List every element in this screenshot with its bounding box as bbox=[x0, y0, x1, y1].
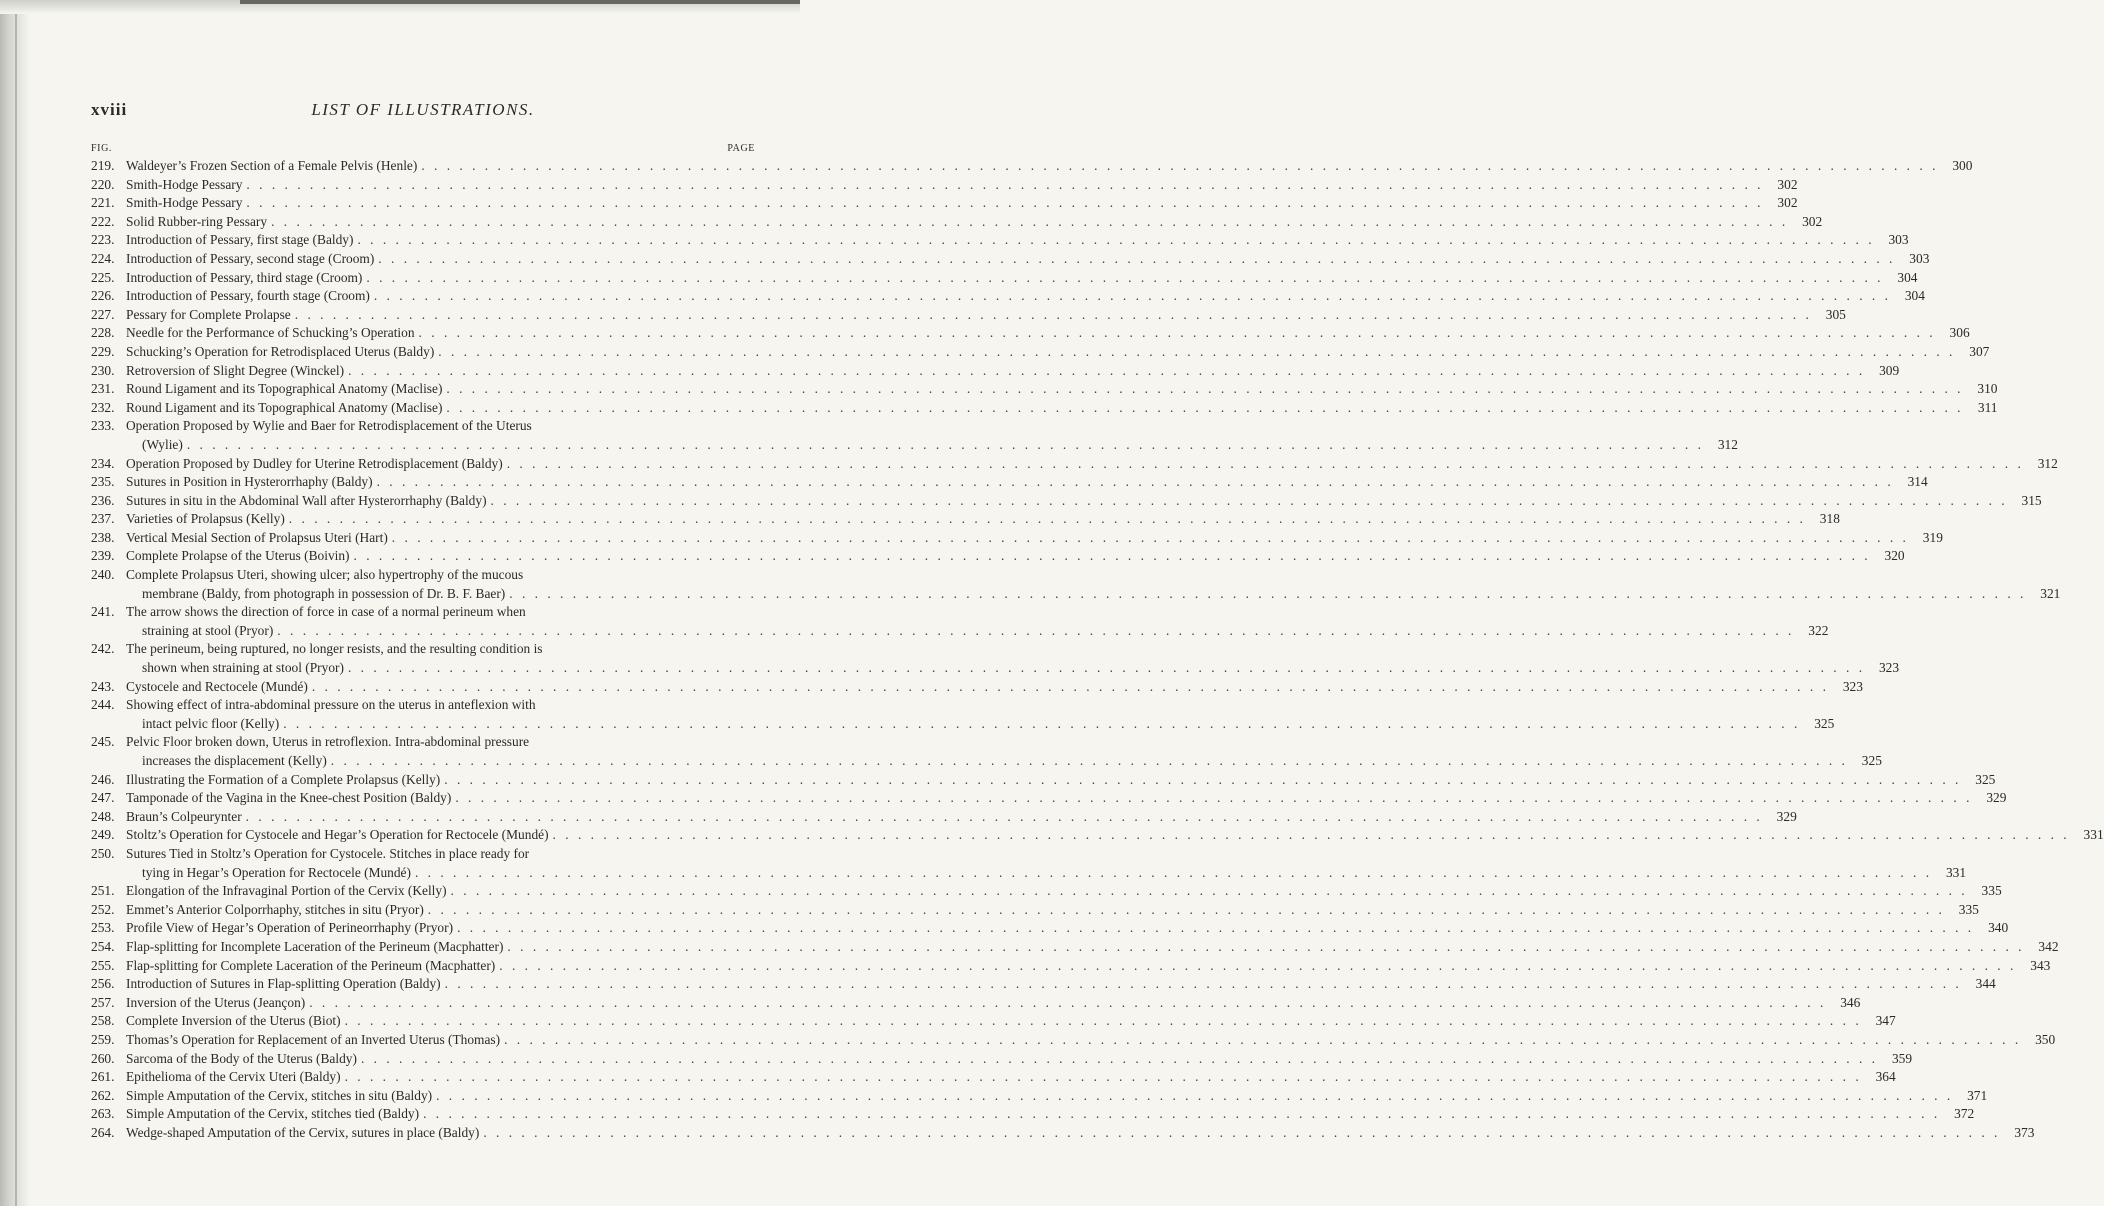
entry-line bbox=[126, 231, 1909, 250]
figure-number: 248. bbox=[91, 808, 115, 824]
list-item bbox=[91, 492, 2042, 511]
entry-line bbox=[142, 622, 1829, 641]
entry-title: Emmet’s Anterior Colporrhaphy, stitches in situ (Pryor) bbox=[126, 901, 424, 917]
entry-line bbox=[126, 213, 1823, 232]
entry-title: membrane (Baldy, from photograph in possession of Dr. B. F. Baer) bbox=[142, 585, 506, 601]
figure-number: 241. bbox=[91, 604, 115, 620]
list-item bbox=[91, 324, 1970, 343]
entry-title: shown when straining at stool (Pryor) bbox=[142, 660, 344, 676]
entry-line bbox=[126, 176, 1798, 195]
page-reference: 302 bbox=[1802, 213, 1823, 229]
fig-column-heading: FIG. bbox=[91, 143, 113, 154]
list-item bbox=[91, 380, 1998, 399]
entry-title: Needle for the Performance of Schucking’s Operation bbox=[126, 325, 415, 341]
list-item bbox=[91, 157, 1973, 176]
dot-leader: . . . . . . . . . . . . . . . . . . . . . . . . . . . . . . . . . . . . . . . . . . . . . . . . . . . . . . . . . . . . . . . . . . . . . . . . . . . . . . . . . . . . . . . . . . . . . . . . . . . . . . . . . . . . . . . . . . . . . . . . bbox=[490, 492, 2008, 508]
entry-title: Sutures in Position in Hysterorrhaphy (Baldy) bbox=[126, 474, 373, 490]
list-item bbox=[91, 306, 1846, 325]
entry-line bbox=[126, 1105, 1975, 1124]
list-item bbox=[91, 603, 1829, 640]
list-item bbox=[91, 231, 1909, 250]
dot-leader: . . . . . . . . . . . . . . . . . . . . . . . . . . . . . . . . . . . . . . . . . . . . . . . . . . . . . . . . . . . . . . . . . . . . . . . . . . . . . . . . . . . . . . . . . . . . . . . . . . . . . . . . . . . . . . . . . . . . . . . . bbox=[344, 1013, 1862, 1029]
entry-line bbox=[126, 194, 1798, 213]
dot-leader: . . . . . . . . . . . . . . . . . . . . . . . . . . . . . . . . . . . . . . . . . . . . . . . . . . . . . . . . . . . . . . . . . . . . . . . . . . . . . . . . . . . . . . . . . . . . . . . . . . . . . . . . . . . . . . . . . . . . . . . . bbox=[311, 678, 1829, 694]
figure-number: 262. bbox=[91, 1087, 115, 1103]
figure-number: 227. bbox=[91, 306, 115, 322]
page-reference: 314 bbox=[1907, 474, 1928, 490]
figure-number: 246. bbox=[91, 771, 115, 787]
dot-leader: . . . . . . . . . . . . . . . . . . . . . . . . . . . . . . . . . . . . . . . . . . . . . . . . . . . . . . . . . . . . . . . . . . . . . . . . . . . . . . . . . . . . . . . . . . . . . . . . . . . . . . . . . . . . . . . . . . . . . . . . bbox=[421, 158, 1939, 173]
entry-title: The arrow shows the direction of force in case of a normal perineum when bbox=[126, 604, 526, 620]
entry-line bbox=[126, 1087, 1988, 1106]
figure-number: 219. bbox=[91, 158, 115, 173]
figure-number: 235. bbox=[91, 474, 115, 490]
figure-number: 223. bbox=[91, 232, 115, 248]
dot-leader: . . . . . . . . . . . . . . . . . . . . . . . . . . . . . . . . . . . . . . . . . . . . . . . . . . . . . . . . . . . . . . . . . . . . . . . . . . . . . . . . . . . . . . . . . . . . . . . . . . . . . . . . . . . . . . . . . . . . . . . . bbox=[348, 362, 1866, 378]
figure-number: 264. bbox=[91, 1124, 115, 1140]
dot-leader: . . . . . . . . . . . . . . . . . . . . . . . . . . . . . . . . . . . . . . . . . . . . . . . . . . . . . . . . . . . . . . . . . . . . . . . . . . . . . . . . . . . . . . . . . . . . . . . . . . . . . . . . . . . . . . . . . . . . . . . . bbox=[357, 232, 1875, 248]
dot-leader: . . . . . . . . . . . . . . . . . . . . . . . . . . . . . . . . . . . . . . . . . . . . . . . . . . . . . . . . . . . . . . . . . . . . . . . . . . . . . . . . . . . . . . . . . . . . . . . . . . . . . . . . . . . . . . . . . . . . . . . . bbox=[277, 622, 1795, 638]
entry-title: Round Ligament and its Topographical Anatomy (Maclise) bbox=[126, 399, 443, 415]
list-item bbox=[91, 826, 2104, 845]
entry-line bbox=[126, 826, 2104, 845]
entry-line bbox=[126, 640, 755, 659]
entry-line bbox=[126, 510, 1840, 529]
page-reference: 359 bbox=[1891, 1050, 1913, 1066]
figure-number: 260. bbox=[91, 1050, 115, 1066]
list-item bbox=[91, 194, 1798, 213]
dot-leader: . . . . . . . . . . . . . . . . . . . . . . . . . . . . . . . . . . . . . . . . . . . . . . . . . . . . . . . . . . . . . . . . . . . . . . . . . . . . . . . . . . . . . . . . . . . . . . . . . . . . . . . . . . . . . . . . . . . . . . . . bbox=[450, 883, 1968, 899]
list-item bbox=[91, 919, 2009, 938]
entry-title: Braun’s Colpeurynter bbox=[126, 808, 242, 824]
top-rule bbox=[240, 0, 800, 4]
entry-title: Thomas’s Operation for Replacement of an Inverted Uterus (Thomas) bbox=[126, 1031, 501, 1047]
dot-leader: . . . . . . . . . . . . . . . . . . . . . . . . . . . . . . . . . . . . . . . . . . . . . . . . . . . . . . . . . . . . . . . . . . . . . . . . . . . . . . . . . . . . . . . . . . . . . . . . . . . . . . . . . . . . . . . . . . . . . . . . bbox=[245, 808, 1763, 824]
entry-title: Flap-splitting for Complete Laceration of the Perineum (Macphatter) bbox=[126, 957, 496, 973]
entry-line bbox=[126, 399, 1998, 418]
dot-leader: . . . . . . . . . . . . . . . . . . . . . . . . . . . . . . . . . . . . . . . . . . . . . . . . . . . . . . . . . . . . . . . . . . . . . . . . . . . . . . . . . . . . . . . . . . . . . . . . . . . . . . . . . . . . . . . . . . . . . . . . bbox=[309, 994, 1827, 1010]
page-reference: 307 bbox=[1969, 343, 1990, 359]
entry-line bbox=[126, 603, 755, 622]
dot-leader: . . . . . . . . . . . . . . . . . . . . . . . . . . . . . . . . . . . . . . . . . . . . . . . . . . . . . . . . . . . . . . . . . . . . . . . . . . . . . . . . . . . . . . . . . . . . . . . . . . . . . . . . . . . . . . . . . . . . . . . . bbox=[391, 529, 1909, 545]
page-reference: 302 bbox=[1777, 195, 1798, 211]
entry-line bbox=[126, 455, 2058, 474]
list-item bbox=[91, 176, 1798, 195]
page-reference: 319 bbox=[1922, 529, 1943, 545]
figure-number: 230. bbox=[91, 362, 115, 378]
page-reference: 331 bbox=[2083, 827, 2104, 843]
figure-number: 243. bbox=[91, 678, 115, 694]
page-header bbox=[91, 100, 755, 124]
entry-title: Inversion of the Uterus (Jeançon) bbox=[126, 994, 306, 1010]
column-headings bbox=[91, 143, 755, 157]
dot-leader: . . . . . . . . . . . . . . . . . . . . . . . . . . . . . . . . . . . . . . . . . . . . . . . . . . . . . . . . . . . . . . . . . . . . . . . . . . . . . . . . . . . . . . . . . . . . . . . . . . . . . . . . . . . . . . . . . . . . . . . . bbox=[418, 325, 1936, 341]
entry-title: Cystocele and Rectocele (Mundé) bbox=[126, 678, 308, 694]
list-item bbox=[91, 957, 2051, 976]
page-reference: 329 bbox=[1986, 790, 2007, 806]
entry-line bbox=[126, 957, 2051, 976]
entry-title: Smith-Hodge Pessary bbox=[126, 195, 243, 211]
entry-title: Schucking’s Operation for Retrodisplaced Uterus (Baldy) bbox=[126, 343, 435, 359]
entry-line bbox=[126, 529, 1943, 548]
dot-leader: . . . . . . . . . . . . . . . . . . . . . . . . . . . . . . . . . . . . . . . . . . . . . . . . . . . . . . . . . . . . . . . . . . . . . . . . . . . . . . . . . . . . . . . . . . . . . . . . . . . . . . . . . . . . . . . . . . . . . . . . bbox=[366, 269, 1884, 285]
dot-leader: . . . . . . . . . . . . . . . . . . . . . . . . . . . . . . . . . . . . . . . . . . . . . . . . . . . . . . . . . . . . . . . . . . . . . . . . . . . . . . . . . . . . . . . . . . . . . . . . . . . . . . . . . . . . . . . . . . . . . . . . bbox=[288, 511, 1806, 527]
entry-title: Complete Prolapse of the Uterus (Boivin) bbox=[126, 548, 350, 564]
list-item bbox=[91, 789, 2007, 808]
page-reference: 303 bbox=[1909, 250, 1930, 266]
entry-line bbox=[126, 547, 1905, 566]
page-reference: 322 bbox=[1808, 622, 1829, 638]
figure-number: 222. bbox=[91, 213, 115, 229]
figure-number: 220. bbox=[91, 176, 115, 192]
entry-title: Complete Prolapsus Uteri, showing ulcer; also hypertrophy of the mucous bbox=[126, 567, 524, 583]
entry-line bbox=[126, 287, 1925, 306]
dot-leader: . . . . . . . . . . . . . . . . . . . . . . . . . . . . . . . . . . . . . . . . . . . . . . . . . . . . . . . . . . . . . . . . . . . . . . . . . . . . . . . . . . . . . . . . . . . . . . . . . . . . . . . . . . . . . . . . . . . . . . . . bbox=[376, 474, 1894, 490]
entry-title: Flap-splitting for Incomplete Laceration of the Perineum (Macphatter) bbox=[126, 938, 504, 954]
entry-title: Profile View of Hegar’s Operation of Perineorrhaphy (Pryor) bbox=[126, 920, 454, 936]
figure-number: 231. bbox=[91, 381, 115, 397]
list-item bbox=[91, 771, 1996, 790]
entry-line bbox=[126, 343, 1990, 362]
page-reference: 335 bbox=[1981, 883, 2002, 899]
figure-number: 228. bbox=[91, 325, 115, 341]
figure-number: 249. bbox=[91, 827, 115, 843]
dot-leader: . . . . . . . . . . . . . . . . . . . . . . . . . . . . . . . . . . . . . . . . . . . . . . . . . . . . . . . . . . . . . . . . . . . . . . . . . . . . . . . . . . . . . . . . . . . . . . . . . . . . . . . . . . . . . . . . . . . . . . . . bbox=[455, 790, 1973, 806]
page-reference: 323 bbox=[1842, 678, 1863, 694]
entry-line bbox=[126, 938, 2059, 957]
entry-line bbox=[126, 771, 1996, 790]
entry-title: Introduction of Pessary, third stage (Croom) bbox=[126, 269, 363, 285]
dot-leader: . . . . . . . . . . . . . . . . . . . . . . . . . . . . . . . . . . . . . . . . . . . . . . . . . . . . . . . . . . . . . . . . . . . . . . . . . . . . . . . . . . . . . . . . . . . . . . . . . . . . . . . . . . . . . . . . . . . . . . . . bbox=[423, 1106, 1941, 1122]
dot-leader: . . . . . . . . . . . . . . . . . . . . . . . . . . . . . . . . . . . . . . . . . . . . . . . . . . . . . . . . . . . . . . . . . . . . . . . . . . . . . . . . . . . . . . . . . . . . . . . . . . . . . . . . . . . . . . . . . . . . . . . . bbox=[360, 1050, 1879, 1066]
entry-title: Introduction of Pessary, fourth stage (Croom) bbox=[126, 288, 370, 304]
entry-title: Sutures Tied in Stoltz’s Operation for Cystocele. Stitches in place ready for bbox=[126, 845, 530, 861]
figure-number: 226. bbox=[91, 288, 115, 304]
list-item bbox=[91, 975, 1996, 994]
page-reference: 300 bbox=[1952, 158, 1973, 173]
entry-line bbox=[126, 1068, 1896, 1087]
figure-number: 221. bbox=[91, 195, 115, 211]
entry-line bbox=[126, 1050, 1913, 1069]
list-item bbox=[91, 808, 1797, 827]
figure-number: 253. bbox=[91, 920, 115, 936]
page-reference: 373 bbox=[2014, 1124, 2035, 1140]
entry-line bbox=[126, 1031, 2056, 1050]
list-item bbox=[91, 399, 1998, 418]
figure-number: 258. bbox=[91, 1013, 115, 1029]
entry-line bbox=[126, 1124, 2035, 1143]
figure-number: 233. bbox=[91, 418, 115, 434]
figure-number: 224. bbox=[91, 250, 115, 266]
list-item bbox=[91, 510, 1840, 529]
list-item bbox=[91, 269, 1918, 288]
list-item bbox=[91, 994, 1861, 1013]
dot-leader: . . . . . . . . . . . . . . . . . . . . . . . . . . . . . . . . . . . . . . . . . . . . . . . . . . . . . . . . . . . . . . . . . . . . . . . . . . . . . . . . . . . . . . . . . . . . . . . . . . . . . . . . . . . . . . . . . . . . . . . . bbox=[344, 1069, 1862, 1085]
list-item bbox=[91, 213, 1823, 232]
entry-line bbox=[142, 752, 1882, 771]
entry-title: Introduction of Sutures in Flap-splitting Operation (Baldy) bbox=[126, 976, 441, 992]
entry-line bbox=[126, 733, 755, 752]
list-item bbox=[91, 287, 1925, 306]
page-reference: 303 bbox=[1888, 232, 1909, 248]
list-item bbox=[91, 362, 1900, 381]
entry-title: The perineum, being ruptured, no longer resists, and the resulting condition is bbox=[126, 641, 543, 657]
dot-leader: . . . . . . . . . . . . . . . . . . . . . . . . . . . . . . . . . . . . . . . . . . . . . . . . . . . . . . . . . . . . . . . . . . . . . . . . . . . . . . . . . . . . . . . . . . . . . . . . . . . . . . . . . . . . . . . . . . . . . . . . bbox=[438, 343, 1956, 359]
page-reference: 340 bbox=[1988, 920, 2009, 936]
dot-leader: . . . . . . . . . . . . . . . . . . . . . . . . . . . . . . . . . . . . . . . . . . . . . . . . . . . . . . . . . . . . . . . . . . . . . . . . . . . . . . . . . . . . . . . . . . . . . . . . . . . . . . . . . . . . . . . . . . . . . . . . bbox=[506, 455, 2024, 471]
page-reference: 310 bbox=[1977, 381, 1998, 397]
dot-leader: . . . . . . . . . . . . . . . . . . . . . . . . . . . . . . . . . . . . . . . . . . . . . . . . . . . . . . . . . . . . . . . . . . . . . . . . . . . . . . . . . . . . . . . . . . . . . . . . . . . . . . . . . . . . . . . . . . . . . . . . bbox=[509, 585, 2027, 601]
entry-title: Waldeyer’s Frozen Section of a Female Pelvis (Henle) bbox=[126, 158, 418, 173]
entry-line bbox=[142, 659, 1900, 678]
figure-number: 256. bbox=[91, 976, 115, 992]
figure-number: 259. bbox=[91, 1031, 115, 1047]
page-reference: 315 bbox=[2021, 492, 2042, 508]
dot-leader: . . . . . . . . . . . . . . . . . . . . . . . . . . . . . . . . . . . . . . . . . . . . . . . . . . . . . . . . . . . . . . . . . . . . . . . . . . . . . . . . . . . . . . . . . . . . . . . . . . . . . . . . . . . . . . . . . . . . . . . . bbox=[436, 1087, 1954, 1103]
figure-number: 245. bbox=[91, 734, 115, 750]
list-item bbox=[91, 547, 1905, 566]
figure-number: 263. bbox=[91, 1106, 115, 1122]
entry-title: Smith-Hodge Pessary bbox=[126, 176, 243, 192]
entry-line bbox=[126, 324, 1970, 343]
dot-leader: . . . . . . . . . . . . . . . . . . . . . . . . . . . . . . . . . . . . . . . . . . . . . . . . . . . . . . . . . . . . . . . . . . . . . . . . . . . . . . . . . . . . . . . . . . . . . . . . . . . . . . . . . . . . . . . . . . . . . . . . bbox=[499, 957, 2017, 973]
dot-leader: . . . . . . . . . . . . . . . . . . . . . . . . . . . . . . . . . . . . . . . . . . . . . . . . . . . . . . . . . . . . . . . . . . . . . . . . . . . . . . . . . . . . . . . . . . . . . . . . . . . . . . . . . . . . . . . . . . . . . . . . bbox=[507, 938, 2025, 954]
list-item bbox=[91, 845, 1967, 882]
entry-line bbox=[126, 269, 1918, 288]
dot-leader: . . . . . . . . . . . . . . . . . . . . . . . . . . . . . . . . . . . . . . . . . . . . . . . . . . . . . . . . . . . . . . . . . . . . . . . . . . . . . . . . . . . . . . . . . . . . . . . . . . . . . . . . . . . . . . . . . . . . . . . . bbox=[552, 827, 2070, 843]
page-reference: 344 bbox=[1975, 976, 1996, 992]
entry-line bbox=[126, 362, 1900, 381]
figure-number: 254. bbox=[91, 938, 115, 954]
entry-title: tying in Hegar’s Operation for Rectocele (Mundé) bbox=[142, 864, 411, 880]
entry-line bbox=[142, 864, 1967, 883]
dot-leader: . . . . . . . . . . . . . . . . . . . . . . . . . . . . . . . . . . . . . . . . . . . . . . . . . . . . . . . . . . . . . . . . . . . . . . . . . . . . . . . . . . . . . . . . . . . . . . . . . . . . . . . . . . . . . . . . . . . . . . . . bbox=[483, 1124, 2001, 1140]
dot-leader: . . . . . . . . . . . . . . . . . . . . . . . . . . . . . . . . . . . . . . . . . . . . . . . . . . . . . . . . . . . . . . . . . . . . . . . . . . . . . . . . . . . . . . . . . . . . . . . . . . . . . . . . . . . . . . . . . . . . . . . . bbox=[330, 753, 1848, 768]
figure-number: 257. bbox=[91, 994, 115, 1010]
entry-line bbox=[126, 901, 1979, 920]
page-reference: 329 bbox=[1776, 808, 1797, 824]
dot-leader: . . . . . . . . . . . . . . . . . . . . . . . . . . . . . . . . . . . . . . . . . . . . . . . . . . . . . . . . . . . . . . . . . . . . . . . . . . . . . . . . . . . . . . . . . . . . . . . . . . . . . . . . . . . . . . . . . . . . . . . . bbox=[444, 771, 1962, 787]
page-reference: 350 bbox=[2035, 1031, 2056, 1047]
entry-line bbox=[126, 994, 1861, 1013]
page-reference: 372 bbox=[1954, 1106, 1975, 1122]
entry-title: Round Ligament and its Topographical Anatomy (Maclise) bbox=[126, 381, 443, 397]
entry-title: Elongation of the Infravaginal Portion of the Cervix (Kelly) bbox=[126, 883, 447, 899]
page-reference: 346 bbox=[1840, 994, 1861, 1010]
dot-leader: . . . . . . . . . . . . . . . . . . . . . . . . . . . . . . . . . . . . . . . . . . . . . . . . . . . . . . . . . . . . . . . . . . . . . . . . . . . . . . . . . . . . . . . . . . . . . . . . . . . . . . . . . . . . . . . . . . . . . . . . bbox=[294, 306, 1812, 322]
entry-line bbox=[126, 696, 755, 715]
dot-leader: . . . . . . . . . . . . . . . . . . . . . . . . . . . . . . . . . . . . . . . . . . . . . . . . . . . . . . . . . . . . . . . . . . . . . . . . . . . . . . . . . . . . . . . . . . . . . . . . . . . . . . . . . . . . . . . . . . . . . . . . bbox=[378, 250, 1896, 266]
entry-line bbox=[126, 1012, 1896, 1031]
entry-title: Solid Rubber-ring Pessary bbox=[126, 213, 268, 229]
dot-leader: . . . . . . . . . . . . . . . . . . . . . . . . . . . . . . . . . . . . . . . . . . . . . . . . . . . . . . . . . . . . . . . . . . . . . . . . . . . . . . . . . . . . . . . . . . . . . . . . . . . . . . . . . . . . . . . . . . . . . . . . bbox=[457, 920, 1975, 936]
running-title: LIST OF ILLUSTRATIONS. bbox=[311, 100, 535, 119]
entry-line bbox=[126, 845, 755, 864]
entry-title: intact pelvic floor (Kelly) bbox=[142, 715, 280, 731]
page-column-heading: PAGE bbox=[727, 143, 755, 154]
page-reference: 325 bbox=[1975, 771, 1996, 787]
list-item bbox=[91, 1105, 1975, 1124]
dot-leader: . . . . . . . . . . . . . . . . . . . . . . . . . . . . . . . . . . . . . . . . . . . . . . . . . . . . . . . . . . . . . . . . . . . . . . . . . . . . . . . . . . . . . . . . . . . . . . . . . . . . . . . . . . . . . . . . . . . . . . . . bbox=[353, 548, 1871, 564]
list-item bbox=[91, 901, 1979, 920]
entry-line bbox=[126, 919, 2009, 938]
entry-line bbox=[126, 492, 2042, 511]
entry-line bbox=[126, 306, 1846, 325]
page-reference: 309 bbox=[1879, 362, 1900, 378]
entry-line bbox=[126, 380, 1998, 399]
entry-title: Operation Proposed by Wylie and Baer for Retrodisplacement of the Uterus bbox=[126, 418, 532, 434]
dot-leader: . . . . . . . . . . . . . . . . . . . . . . . . . . . . . . . . . . . . . . . . . . . . . . . . . . . . . . . . . . . . . . . . . . . . . . . . . . . . . . . . . . . . . . . . . . . . . . . . . . . . . . . . . . . . . . . . . . . . . . . . bbox=[347, 660, 1866, 676]
list-item bbox=[91, 1012, 1896, 1031]
page-reference: 331 bbox=[1945, 864, 1967, 880]
page-reference: 302 bbox=[1777, 176, 1798, 192]
entry-line bbox=[126, 473, 1928, 492]
page-number: xviii bbox=[91, 100, 128, 119]
entry-line bbox=[126, 566, 755, 585]
entry-title: Tamponade of the Vagina in the Knee-chest Position (Baldy) bbox=[126, 790, 452, 806]
figure-number: 242. bbox=[91, 641, 115, 657]
entry-title: Sutures in situ in the Abdominal Wall after Hysterorrhaphy (Baldy) bbox=[126, 492, 487, 508]
page-reference: 323 bbox=[1878, 660, 1900, 676]
list-item bbox=[91, 250, 1930, 269]
list-item bbox=[91, 1050, 1913, 1069]
figure-number: 252. bbox=[91, 901, 115, 917]
page-reference: 304 bbox=[1897, 269, 1918, 285]
page-reference: 311 bbox=[1977, 399, 1998, 415]
page-reference: 335 bbox=[1958, 901, 1979, 917]
dot-leader: . . . . . . . . . . . . . . . . . . . . . . . . . . . . . . . . . . . . . . . . . . . . . . . . . . . . . . . . . . . . . . . . . . . . . . . . . . . . . . . . . . . . . . . . . . . . . . . . . . . . . . . . . . . . . . . . . . . . . . . . bbox=[186, 436, 1704, 452]
entry-line bbox=[126, 417, 755, 436]
list-item bbox=[91, 566, 2061, 603]
page-reference: 342 bbox=[2038, 938, 2059, 954]
dot-leader: . . . . . . . . . . . . . . . . . . . . . . . . . . . . . . . . . . . . . . . . . . . . . . . . . . . . . . . . . . . . . . . . . . . . . . . . . . . . . . . . . . . . . . . . . . . . . . . . . . . . . . . . . . . . . . . . . . . . . . . . bbox=[283, 715, 1801, 731]
entry-title: Complete Inversion of the Uterus (Biot) bbox=[126, 1013, 341, 1029]
figure-number: 236. bbox=[91, 492, 115, 508]
entry-line bbox=[126, 250, 1930, 269]
list-item bbox=[91, 1087, 1988, 1106]
dot-leader: . . . . . . . . . . . . . . . . . . . . . . . . . . . . . . . . . . . . . . . . . . . . . . . . . . . . . . . . . . . . . . . . . . . . . . . . . . . . . . . . . . . . . . . . . . . . . . . . . . . . . . . . . . . . . . . . . . . . . . . . bbox=[414, 864, 1933, 880]
page-reference: 321 bbox=[2040, 585, 2061, 601]
dot-leader: . . . . . . . . . . . . . . . . . . . . . . . . . . . . . . . . . . . . . . . . . . . . . . . . . . . . . . . . . . . . . . . . . . . . . . . . . . . . . . . . . . . . . . . . . . . . . . . . . . . . . . . . . . . . . . . . . . . . . . . . bbox=[271, 213, 1789, 229]
page-reference: 304 bbox=[1904, 288, 1925, 304]
entry-title: Pelvic Floor broken down, Uterus in retroflexion. Intra-abdominal pressure bbox=[126, 734, 530, 750]
figure-number: 240. bbox=[91, 567, 115, 583]
list-item bbox=[91, 696, 1835, 733]
entry-title: Simple Amputation of the Cervix, stitches tied (Baldy) bbox=[126, 1106, 420, 1122]
page-reference: 325 bbox=[1861, 753, 1882, 768]
figure-number: 229. bbox=[91, 343, 115, 359]
binding-rule bbox=[15, 0, 17, 1206]
list-item bbox=[91, 938, 2059, 957]
page-reference: 364 bbox=[1875, 1069, 1896, 1085]
list-item bbox=[91, 640, 1900, 677]
entry-line bbox=[126, 678, 1863, 697]
entry-line bbox=[126, 789, 2007, 808]
dot-leader: . . . . . . . . . . . . . . . . . . . . . . . . . . . . . . . . . . . . . . . . . . . . . . . . . . . . . . . . . . . . . . . . . . . . . . . . . . . . . . . . . . . . . . . . . . . . . . . . . . . . . . . . . . . . . . . . . . . . . . . . bbox=[373, 288, 1891, 304]
dot-leader: . . . . . . . . . . . . . . . . . . . . . . . . . . . . . . . . . . . . . . . . . . . . . . . . . . . . . . . . . . . . . . . . . . . . . . . . . . . . . . . . . . . . . . . . . . . . . . . . . . . . . . . . . . . . . . . . . . . . . . . . bbox=[446, 381, 1964, 397]
entry-title: increases the displacement (Kelly) bbox=[142, 753, 327, 768]
dot-leader: . . . . . . . . . . . . . . . . . . . . . . . . . . . . . . . . . . . . . . . . . . . . . . . . . . . . . . . . . . . . . . . . . . . . . . . . . . . . . . . . . . . . . . . . . . . . . . . . . . . . . . . . . . . . . . . . . . . . . . . . bbox=[444, 976, 1962, 992]
entry-title: Stoltz’s Operation for Cystocele and Hegar’s Operation for Rectocele (Mundé) bbox=[126, 827, 549, 843]
figure-number: 239. bbox=[91, 548, 115, 564]
list-item bbox=[91, 455, 2058, 474]
figure-number: 225. bbox=[91, 269, 115, 285]
dot-leader: . . . . . . . . . . . . . . . . . . . . . . . . . . . . . . . . . . . . . . . . . . . . . . . . . . . . . . . . . . . . . . . . . . . . . . . . . . . . . . . . . . . . . . . . . . . . . . . . . . . . . . . . . . . . . . . . . . . . . . . . bbox=[246, 195, 1764, 211]
list-item bbox=[91, 678, 1863, 697]
list-item bbox=[91, 473, 1928, 492]
figure-number: 232. bbox=[91, 399, 115, 415]
entry-title: Introduction of Pessary, first stage (Baldy) bbox=[126, 232, 354, 248]
entry-line bbox=[126, 882, 2002, 901]
entry-title: Varieties of Prolapsus (Kelly) bbox=[126, 511, 285, 527]
entry-title: Illustrating the Formation of a Complete Prolapsus (Kelly) bbox=[126, 771, 441, 787]
entry-line bbox=[142, 436, 1738, 455]
dot-leader: . . . . . . . . . . . . . . . . . . . . . . . . . . . . . . . . . . . . . . . . . . . . . . . . . . . . . . . . . . . . . . . . . . . . . . . . . . . . . . . . . . . . . . . . . . . . . . . . . . . . . . . . . . . . . . . . . . . . . . . . bbox=[446, 399, 1964, 415]
page-reference: 343 bbox=[2030, 957, 2051, 973]
page-reference: 306 bbox=[1949, 325, 1970, 341]
figure-number: 255. bbox=[91, 957, 115, 973]
figure-number: 238. bbox=[91, 529, 115, 545]
page-reference: 320 bbox=[1884, 548, 1905, 564]
figure-number: 247. bbox=[91, 790, 115, 806]
figure-number: 237. bbox=[91, 511, 115, 527]
page-reference: 305 bbox=[1825, 306, 1846, 322]
entry-line bbox=[142, 715, 1835, 734]
entry-line bbox=[142, 585, 2061, 604]
entry-line bbox=[126, 157, 1973, 176]
figure-number: 261. bbox=[91, 1069, 115, 1085]
page-reference: 325 bbox=[1814, 715, 1835, 731]
entry-title: Introduction of Pessary, second stage (Croom) bbox=[126, 250, 375, 266]
entry-title: Simple Amputation of the Cervix, stitches in situ (Baldy) bbox=[126, 1087, 433, 1103]
page-reference: 312 bbox=[1717, 436, 1738, 452]
page-reference: 347 bbox=[1875, 1013, 1896, 1029]
list-item bbox=[91, 343, 1990, 362]
list-item bbox=[91, 1031, 2056, 1050]
dot-leader: . . . . . . . . . . . . . . . . . . . . . . . . . . . . . . . . . . . . . . . . . . . . . . . . . . . . . . . . . . . . . . . . . . . . . . . . . . . . . . . . . . . . . . . . . . . . . . . . . . . . . . . . . . . . . . . . . . . . . . . . bbox=[427, 901, 1945, 917]
figure-number: 250. bbox=[91, 845, 115, 861]
entry-title: Showing effect of intra-abdominal pressure on the uterus in anteflexion with bbox=[126, 697, 536, 713]
entry-title: (Wylie) bbox=[142, 436, 183, 452]
list-item bbox=[91, 1124, 2035, 1143]
page-reference: 312 bbox=[2037, 455, 2058, 471]
list-item bbox=[91, 1068, 1896, 1087]
entry-title: Wedge-shaped Amputation of the Cervix, sutures in place (Baldy) bbox=[126, 1124, 480, 1140]
entry-title: Epithelioma of the Cervix Uteri (Baldy) bbox=[126, 1069, 341, 1085]
entry-line bbox=[126, 808, 1797, 827]
page-reference: 318 bbox=[1819, 511, 1840, 527]
entry-title: Sarcoma of the Body of the Uterus (Baldy) bbox=[126, 1050, 357, 1066]
list-item bbox=[91, 417, 1738, 454]
entry-title: Operation Proposed by Dudley for Uterine Retrodisplacement (Baldy) bbox=[126, 455, 503, 471]
list-item bbox=[91, 882, 2002, 901]
figure-number: 251. bbox=[91, 883, 115, 899]
figure-number: 244. bbox=[91, 697, 115, 713]
page-reference: 371 bbox=[1967, 1087, 1988, 1103]
entry-title: Vertical Mesial Section of Prolapsus Uteri (Hart) bbox=[126, 529, 388, 545]
dot-leader: . . . . . . . . . . . . . . . . . . . . . . . . . . . . . . . . . . . . . . . . . . . . . . . . . . . . . . . . . . . . . . . . . . . . . . . . . . . . . . . . . . . . . . . . . . . . . . . . . . . . . . . . . . . . . . . . . . . . . . . . bbox=[246, 176, 1764, 192]
entry-title: straining at stool (Pryor) bbox=[142, 622, 274, 638]
entry-line bbox=[126, 975, 1996, 994]
dot-leader: . . . . . . . . . . . . . . . . . . . . . . . . . . . . . . . . . . . . . . . . . . . . . . . . . . . . . . . . . . . . . . . . . . . . . . . . . . . . . . . . . . . . . . . . . . . . . . . . . . . . . . . . . . . . . . . . . . . . . . . . bbox=[504, 1031, 2022, 1047]
illustrations-list bbox=[91, 157, 2104, 1142]
list-item bbox=[91, 529, 1943, 548]
list-item bbox=[91, 733, 1882, 770]
figure-number: 234. bbox=[91, 455, 115, 471]
entry-title: Retroversion of Slight Degree (Winckel) bbox=[126, 362, 345, 378]
entry-title: Pessary for Complete Prolapse bbox=[126, 306, 291, 322]
